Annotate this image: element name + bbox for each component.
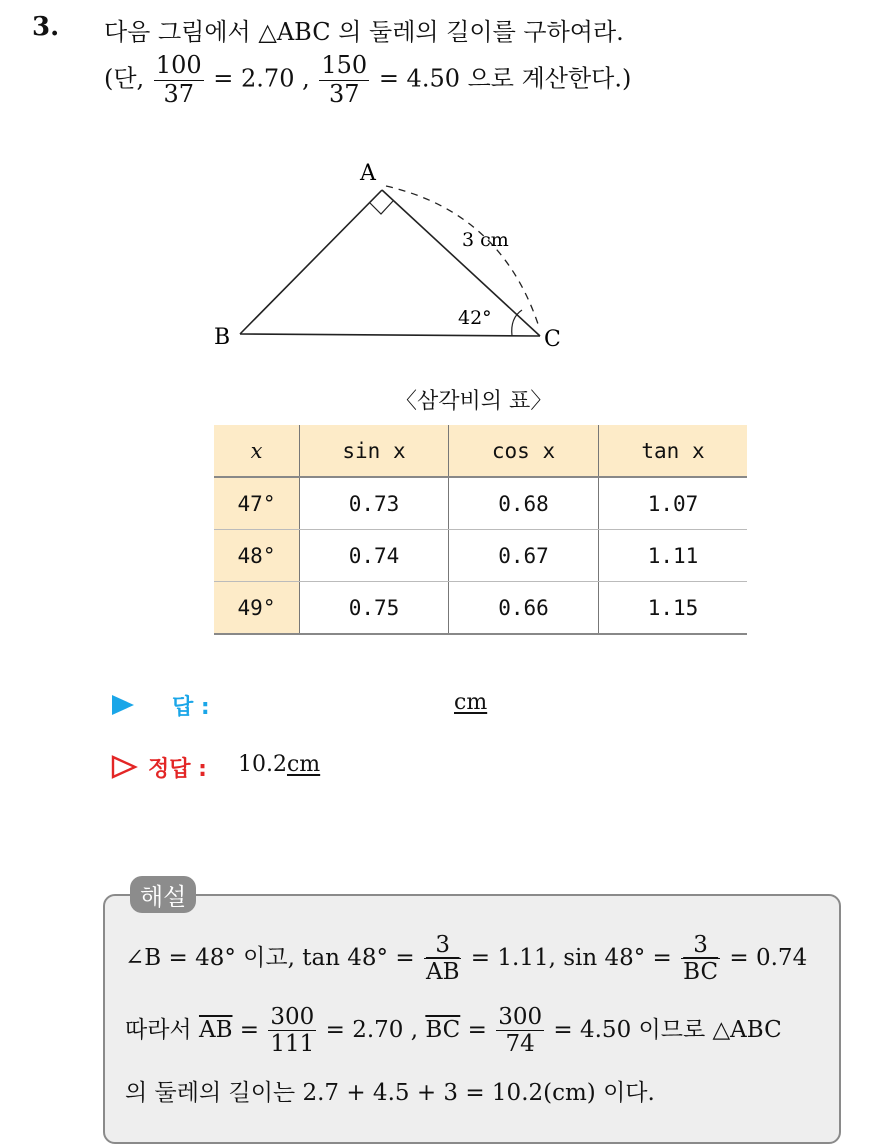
- hint-fraction-1-den: 37: [163, 79, 194, 108]
- exp-l1-a: ∠B = 48° 이고, tan 48° =: [125, 944, 415, 971]
- explanation-tag: 해설: [130, 876, 196, 913]
- exp-l2-a: 따라서: [125, 1016, 192, 1043]
- explanation-line-1: [125, 932, 807, 986]
- triangle-figure: [200, 152, 580, 352]
- exp-l2-eq: =: [239, 1016, 260, 1043]
- hint-eq-1: = 2.70 ,: [213, 64, 310, 93]
- exp-l2-ab: $\overline{AB}$: [198, 1016, 233, 1043]
- exp-fraction-tan-den: AB: [425, 959, 460, 986]
- table-header-x: x: [214, 425, 300, 477]
- exp-fraction-sin: [681, 932, 720, 986]
- table-title: 〈삼각비의 표〉: [395, 389, 553, 414]
- length-brace: [386, 186, 538, 324]
- exp-l1-b: = 1.11, sin 48° =: [470, 944, 672, 971]
- angle-c-label: 42°: [458, 307, 492, 329]
- exp-l2-c: = 4.50 이므로 △ABC: [553, 1016, 782, 1043]
- hint-fraction-2-num: 150: [321, 51, 368, 79]
- side-ab: [240, 190, 382, 334]
- table-cell-angle: 47°: [214, 477, 300, 530]
- exp-fraction-tan: [424, 932, 462, 986]
- hint-open: (단,: [104, 64, 145, 93]
- table-row: [214, 530, 747, 582]
- vertex-a-label: A: [360, 161, 376, 186]
- correct-label: 정답 :: [148, 757, 207, 782]
- exp-fraction-sin-den: BC: [683, 959, 719, 986]
- trig-table: [214, 425, 747, 635]
- explanation-line-2: [125, 1004, 782, 1058]
- exp-fraction-bc: [496, 1004, 544, 1058]
- table-header-cos: cos x: [449, 425, 599, 477]
- table-row: [214, 582, 747, 635]
- hint-fraction-1-num: 100: [155, 51, 202, 79]
- exp-l1-c: = 0.74: [729, 944, 808, 971]
- exp-l2-bc: $\overline{BC}$: [425, 1016, 461, 1043]
- vertex-c-label: C: [544, 327, 561, 352]
- table-header-row: [214, 425, 747, 477]
- table-cell-angle: 48°: [214, 530, 300, 582]
- answer-label: 답 :: [172, 695, 210, 720]
- answer-arrow-icon: [110, 693, 136, 717]
- hint-fraction-2: [319, 52, 369, 108]
- exp-fraction-ab-den: 111: [270, 1031, 315, 1058]
- exp-fraction-ab: [268, 1004, 316, 1058]
- question-number: 3.: [32, 12, 60, 42]
- table-cell: 1.15: [599, 582, 748, 635]
- answer-unit: cm: [454, 690, 488, 715]
- table-cell: 0.67: [449, 530, 599, 582]
- vertex-b-label: B: [214, 325, 231, 350]
- exp-fraction-bc-den: 74: [505, 1031, 535, 1058]
- table-cell: 1.11: [599, 530, 748, 582]
- exp-fraction-tan-num: 3: [424, 932, 462, 959]
- table-cell: 0.68: [449, 477, 599, 530]
- table-cell: 0.75: [300, 582, 449, 635]
- table-row: [214, 477, 747, 530]
- correct-value: 10.2: [238, 752, 287, 777]
- exp-l2-b: = 2.70 ,: [325, 1016, 419, 1043]
- exp-l2-eq2: =: [467, 1016, 487, 1043]
- table-header-sin: sin x: [300, 425, 449, 477]
- exp-fraction-bc-num: 300: [498, 1004, 543, 1030]
- hint-fraction-1: [154, 52, 204, 108]
- question-text: 다음 그림에서 △ABC 의 둘레의 길이를 구하여라.: [104, 18, 624, 46]
- correct-answer: [238, 752, 320, 777]
- question-hint: [104, 52, 631, 108]
- hint-fraction-2-den: 37: [328, 79, 360, 108]
- table-cell: 0.73: [300, 477, 449, 530]
- explanation-line-3: 의 둘레의 길이는 2.7 + 4.5 + 3 = 10.2(cm) 이다.: [125, 1080, 655, 1106]
- hint-eq-2: = 4.50 으로 계산한다.): [378, 64, 632, 93]
- table-cell-angle: 49°: [214, 582, 300, 635]
- right-angle-mark: [370, 201, 393, 214]
- side-ac-length-label: 3 cm: [462, 229, 509, 251]
- correct-arrow-icon: [110, 754, 138, 780]
- table-cell: 0.66: [449, 582, 599, 635]
- table-cell: 1.07: [599, 477, 748, 530]
- side-bc: [240, 334, 540, 336]
- angle-arc: [512, 310, 522, 336]
- table-header-tan: tan x: [599, 425, 748, 477]
- correct-unit: cm: [286, 752, 321, 777]
- exp-fraction-sin-num: 3: [681, 932, 720, 959]
- exp-fraction-ab-num: 300: [270, 1004, 315, 1030]
- table-cell: 0.74: [300, 530, 449, 582]
